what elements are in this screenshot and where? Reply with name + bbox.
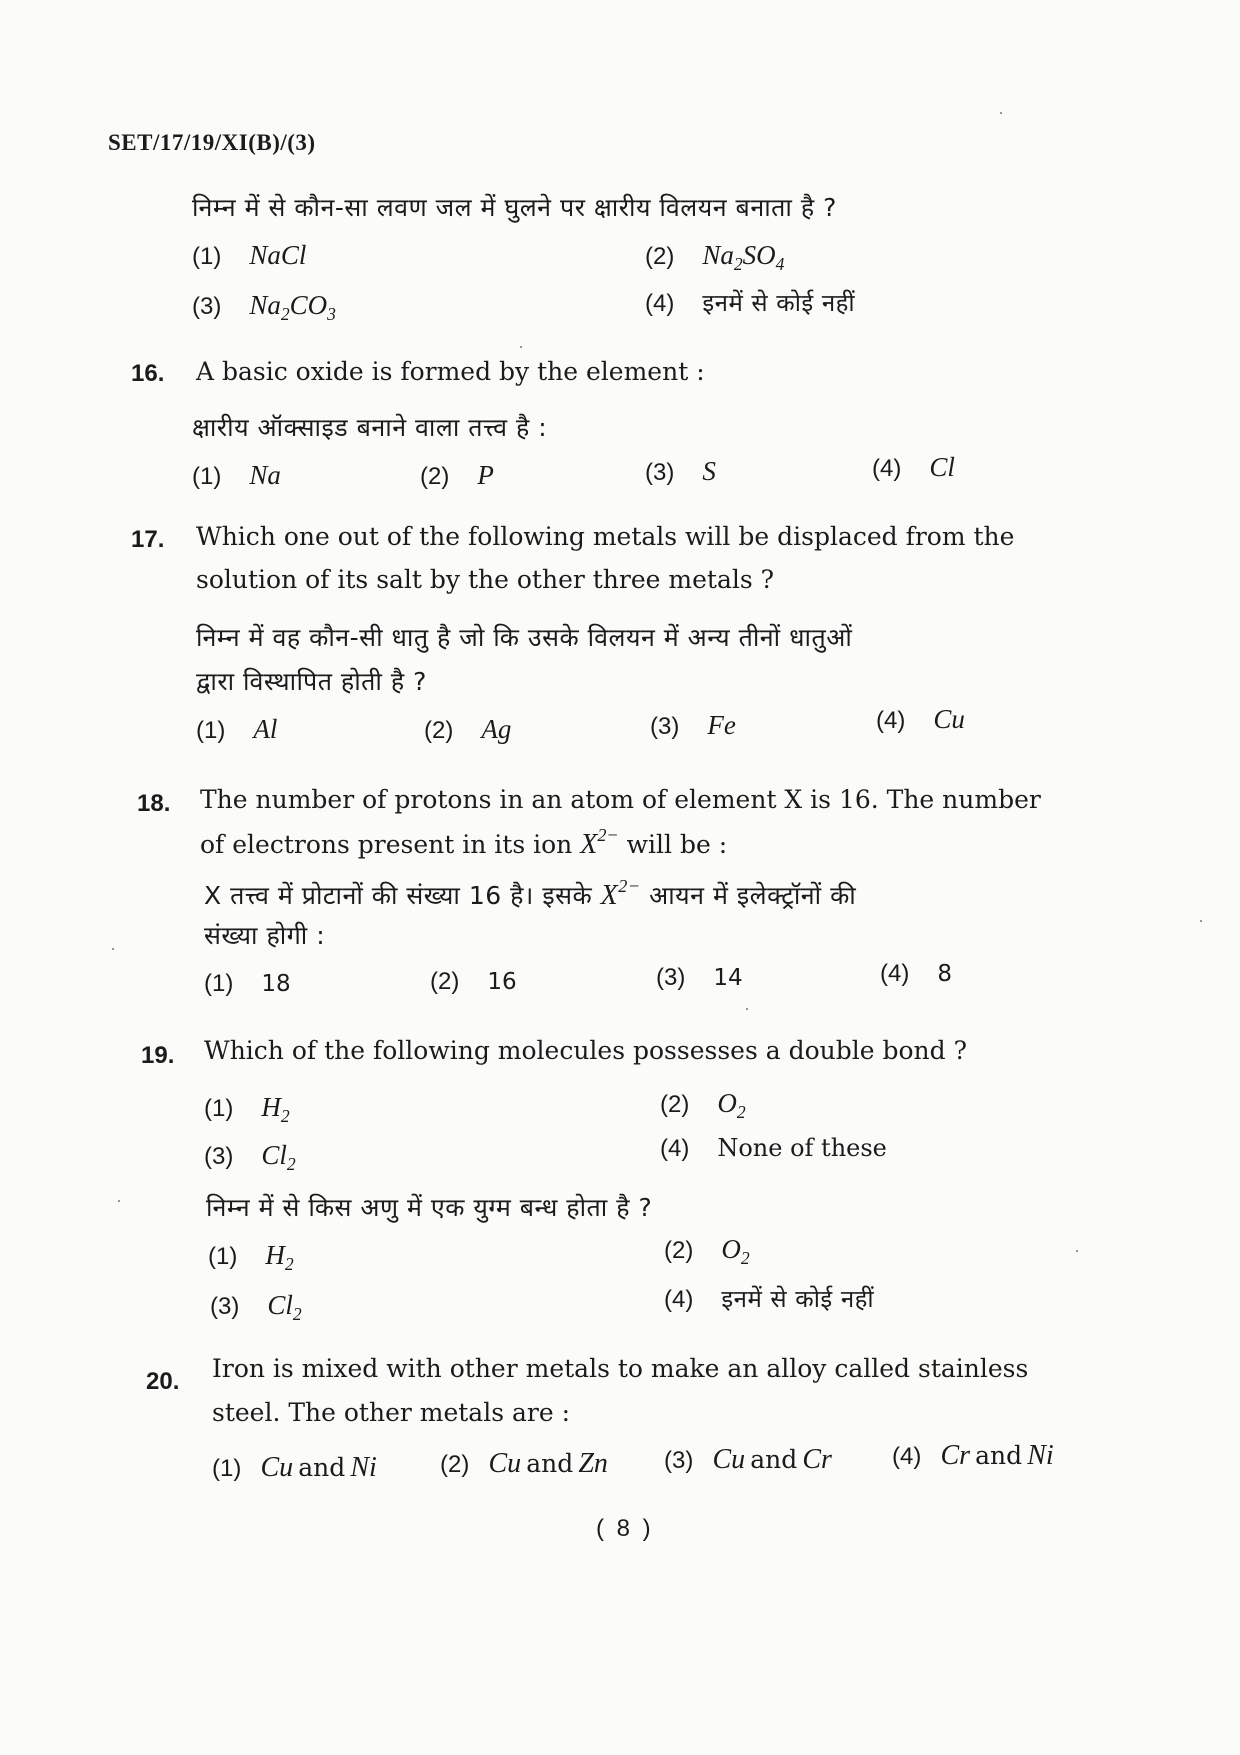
q15-option-3: [192, 290, 336, 325]
q16-option-4: [872, 452, 955, 483]
option-value: 14: [713, 965, 743, 991]
q19-hi-option-3: [210, 1290, 302, 1325]
option-value: P: [477, 460, 494, 490]
option-value: $H_2$: [265, 1240, 294, 1274]
option-value: None of these: [717, 1134, 887, 1162]
option-number: (1): [212, 1455, 242, 1482]
q20-english-line1: Iron is mixed with other metals to make an alloy called stainless: [212, 1354, 1029, 1383]
and-word: and: [750, 1445, 798, 1474]
metal-a: Cu: [712, 1444, 746, 1475]
ion-symbol: $X^{2-}$: [580, 825, 619, 860]
option-value: Cl: [929, 452, 955, 482]
option-number: (1): [204, 970, 234, 997]
q19-en-option-3: [204, 1140, 296, 1175]
scan-speck: [118, 1200, 120, 1202]
option-number: (3): [204, 1143, 234, 1170]
paper-code: SET/17/19/XI(B)/(3): [108, 130, 316, 155]
q17-number: 17.: [131, 526, 165, 553]
metal-a: Cu: [488, 1448, 522, 1479]
option-value: Al: [253, 714, 278, 744]
and-word: and: [975, 1441, 1023, 1470]
q16-option-3: [645, 456, 716, 487]
option-number: (4): [664, 1286, 694, 1313]
option-value: NaCl: [249, 240, 307, 270]
option-value: इनमें से कोई नहीं: [702, 289, 856, 317]
option-number: (2): [645, 243, 675, 270]
q15-option-2: [645, 240, 784, 275]
option-value: $H_2$: [261, 1092, 290, 1126]
q20-option-3: [664, 1444, 832, 1476]
q16-option-2: [420, 460, 494, 491]
q16-hindi-text: क्षारीय ऑक्साइड बनाने वाला तत्त्व है :: [192, 413, 548, 442]
q19-en-option-4: [660, 1134, 887, 1163]
q18-option-3: [656, 964, 743, 992]
option-number: (2): [660, 1091, 690, 1118]
q15-option-1: [192, 240, 306, 271]
ion-symbol: $X^{2-}$: [600, 876, 641, 911]
option-number: (4): [892, 1443, 922, 1470]
option-number: (1): [208, 1243, 238, 1270]
scan-speck: [1000, 112, 1002, 114]
option-value: $Cl_2$: [261, 1140, 296, 1174]
q19-english-text: Which of the following molecules possesses a double bond ?: [204, 1036, 967, 1065]
option-number: (1): [196, 717, 226, 744]
option-value: Ag: [481, 714, 512, 744]
metal-b: Ni: [350, 1452, 377, 1483]
option-number: (3): [645, 459, 675, 486]
q20-option-4: [892, 1440, 1054, 1472]
and-word: and: [298, 1453, 346, 1482]
option-number: (4): [872, 455, 902, 482]
option-number: (3): [664, 1447, 694, 1474]
q17-option-2: [424, 714, 511, 745]
q18-option-1: [204, 970, 291, 998]
option-number: (3): [656, 964, 686, 991]
q19-en-option-1: [204, 1092, 290, 1127]
metal-b: Ni: [1027, 1440, 1054, 1471]
q20-option-1: [212, 1452, 377, 1484]
option-number: (1): [204, 1095, 234, 1122]
option-number: (3): [650, 713, 680, 740]
q17-option-1: [196, 714, 277, 745]
q19-hi-option-4: [664, 1282, 874, 1315]
q17-hindi-line2: द्वारा विस्थापित होती है ?: [196, 667, 427, 696]
q20-number: 20.: [146, 1368, 180, 1395]
option-value: 8: [937, 961, 952, 987]
metal-a: Cr: [940, 1440, 971, 1471]
scan-speck: [746, 1008, 748, 1010]
option-number: (2): [424, 717, 454, 744]
scan-speck: [520, 346, 522, 348]
q20-english-line2: steel. The other metals are :: [212, 1398, 571, 1427]
option-number: (2): [420, 463, 450, 490]
option-number: (2): [430, 968, 460, 995]
q18-hindi-line2: संख्या होगी :: [204, 921, 326, 950]
q16-english-text: A basic oxide is formed by the element :: [196, 357, 705, 386]
q17-english-line1: Which one out of the following metals will be displaced from the: [196, 522, 1015, 551]
scan-speck: [112, 948, 114, 950]
q19-hi-option-2: [664, 1234, 750, 1269]
option-number: (3): [192, 293, 222, 320]
q18-number: 18.: [137, 790, 171, 817]
option-number: (4): [660, 1135, 690, 1162]
scan-speck: [1200, 920, 1202, 922]
q18-english-line2-pre: of electrons present in its ion: [200, 830, 573, 859]
q17-english-line2: solution of its salt by the other three metals ?: [196, 565, 775, 594]
q18-hindi-line1-post: आयन में इलेक्ट्रॉनों की: [649, 881, 857, 910]
q19-hi-option-1: [208, 1240, 294, 1275]
q17-option-3: [650, 710, 736, 741]
option-number: (4): [880, 960, 910, 987]
q19-hindi-text: निम्न में से किस अणु में एक युग्म बन्ध होता है ?: [206, 1193, 653, 1222]
q17-option-4: [876, 704, 965, 735]
q18-option-2: [430, 968, 517, 996]
q18-option-4: [880, 960, 952, 988]
page-number: ( 8 ): [596, 1515, 654, 1542]
option-value: $O_2$: [721, 1234, 750, 1268]
option-value: $Na_2CO_3$: [249, 290, 336, 324]
metal-a: Cu: [260, 1452, 294, 1483]
and-word: and: [526, 1449, 574, 1478]
q16-option-1: [192, 460, 281, 491]
option-number: (1): [192, 243, 222, 270]
q16-number: 16.: [131, 360, 165, 387]
option-value: 16: [487, 969, 517, 995]
q17-hindi-line1: निम्न में वह कौन-सी धातु है जो कि उसके विलयन में अन्य तीनों धातुओं: [196, 623, 853, 652]
q18-english-line2: [200, 825, 727, 861]
option-number: (1): [192, 463, 222, 490]
metal-b: Cr: [802, 1444, 832, 1475]
q20-option-2: [440, 1448, 608, 1480]
option-value: $Na_2SO_4$: [702, 240, 785, 274]
q19-number: 19.: [141, 1042, 175, 1069]
option-number: (2): [664, 1237, 694, 1264]
q18-english-line1: The number of protons in an atom of element X is 16. The number: [200, 785, 1041, 814]
q18-hindi-line1: [204, 876, 856, 912]
q18-english-line2-post: will be :: [626, 830, 728, 859]
q19-en-option-2: [660, 1088, 746, 1123]
metal-b: Zn: [578, 1448, 608, 1479]
option-value: S: [702, 456, 716, 486]
q18-hindi-line1-pre: X तत्त्व में प्रोटानों की संख्या 16 है। इसके: [204, 881, 593, 910]
option-value: $O_2$: [717, 1088, 746, 1122]
option-value: 18: [261, 971, 291, 997]
q15-hindi-text: निम्न में से कौन-सा लवण जल में घुलने पर क्षारीय विलयन बनाता है ?: [192, 193, 837, 222]
option-number: (4): [876, 707, 906, 734]
option-value: Na: [249, 460, 281, 490]
option-value: Cu: [933, 704, 965, 734]
option-value: $Cl_2$: [267, 1290, 302, 1324]
option-value: इनमें से कोई नहीं: [721, 1285, 875, 1313]
option-value: Fe: [707, 710, 736, 740]
option-number: (3): [210, 1293, 240, 1320]
option-number: (4): [645, 290, 675, 317]
q15-option-4: [645, 286, 855, 319]
scan-speck: [1076, 1250, 1078, 1252]
option-number: (2): [440, 1451, 470, 1478]
